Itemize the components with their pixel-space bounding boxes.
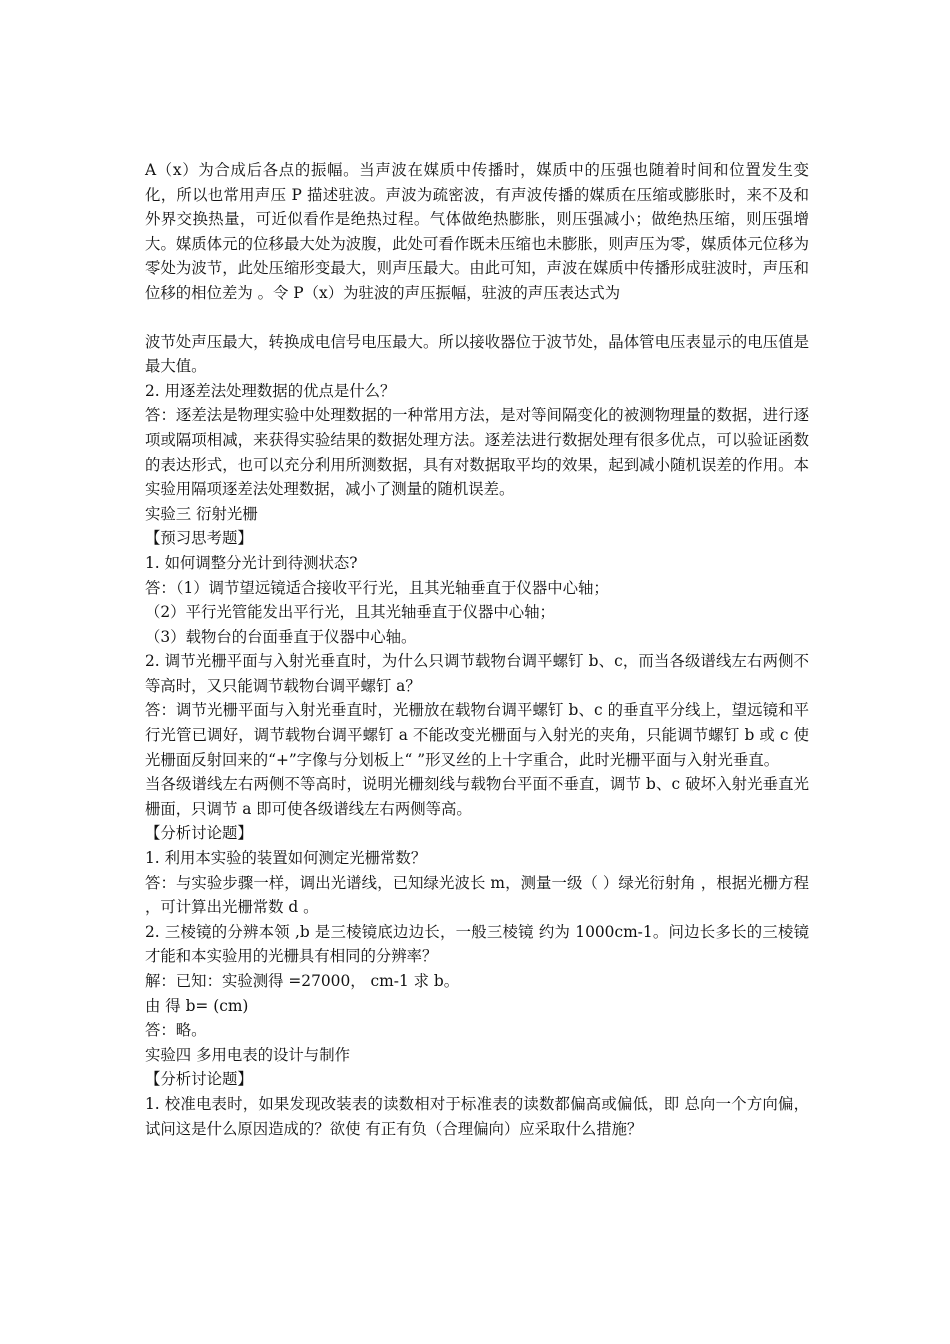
answer-successive-difference: 答：逐差法是物理实验中处理数据的一种常用方法，是对等间隔变化的被测物理量的数据，进行逐项或隔项相减，来获得实验结果的数据处理方法。逐差法进行数据处理有很多优点，可以验证函数的表达形式，也可以充分利用所测数据，具有对数据取平均的效果，起到减小随机误差的作用。本实验用隔项逐差法处理数据，减小了测量的随机误差。 [145, 406, 809, 499]
formula-gap [145, 306, 809, 330]
question-grating-screws: 2. 调节光栅平面与入射光垂直时，为什么只调节载物台调平螺钉 b、c，而当各级谱线左右两侧不等高时，又只能调节载物台调平螺钉 a？ [145, 652, 809, 695]
answer-omitted: 答：略。 [145, 1021, 207, 1040]
document-page [145, 158, 809, 1141]
question-successive-difference: 2. 用逐差法处理数据的优点是什么？ [145, 381, 396, 400]
answer-grating-screws-continued: 当各级谱线左右两侧不等高时，说明光栅刻线与载物台平面不垂直，调节 b、c 破坏入射光垂直光栅面，只调节 a 即可使各级谱线左右两侧等高。 [145, 775, 809, 818]
section-heading-experiment-4: 实验四 多用电表的设计与制作 [145, 1045, 350, 1064]
question-prism-resolution: 2. 三棱镜的分辨本领 ,b 是三棱镜底边边长，一般三棱镜 约为 1000cm-1。问边长多长的三棱镜才能和本实验用的光栅具有相同的分辨率？ [145, 922, 809, 966]
subheading-analysis-questions-4: 【分析讨论题】 [145, 1070, 253, 1089]
paragraph-acoustic-pressure: A（x）为合成后各点的振幅。当声波在媒质中传播时，媒质中的压强也随着时间和位置发生变化，所以也常用声压 P 描述驻波。声波为疏密波，有声波传播的媒质在压缩或膨胀时，来不及和外界交换热量，可近似看作是绝热过程。气体做绝热膨胀，则压强减小；做绝热压缩，则压强增大。媒质体元的位移最大处为波腹，此处可看作既未压缩也未膨胀，则声压为零，媒质体元位移为零处为波节，此处压缩形变最大，则声压最大。由此可知，声波在媒质中传播形成驻波时，声压和位移的相位差为 。令 P（x）为驻波的声压振幅，驻波的声压表达式为 [145, 161, 809, 302]
solution-prism-derive: 由 得 b= (cm) [145, 996, 249, 1015]
answer-spectrometer-1: 答：（1）调节望远镜适合接收平行光，且其光轴垂直于仪器中心轴； [145, 578, 609, 597]
answer-spectrometer-3: （3）载物台的台面垂直于仪器中心轴。 [145, 627, 417, 646]
question-meter-calibration: 1. 校准电表时，如果发现改装表的读数相对于标准表的读数都偏高或偏低，即 总向一个方向偏，试问这是什么原因造成的？欲使 有正有负（合理偏向）应采取什么措施？ [145, 1094, 809, 1138]
answer-grating-screws: 答：调节光栅平面与入射光垂直时，光栅放在载物台调平螺钉 b、c 的垂直平分线上，望远镜和平行光管已调好，调节载物台调平螺钉 a 不能改变光栅面与入射光的夹角，只能调节螺钉 b 或 c 使光栅面反射回来的“+”字像与分划板上“ ”形叉丝的上十字重合，此时光栅平面与入射光垂直。 [145, 701, 809, 769]
question-grating-constant: 1. 利用本实验的装置如何测定光栅常数？ [145, 849, 427, 868]
answer-grating-constant: 答：与实验步骤一样，调出光谱线，已知绿光波长 m，测量一级（ ）绿光衍射角 ，根据光栅方程 ，可计算出光栅常数 d 。 [145, 873, 809, 917]
solution-prism-given: 解：已知：实验测得 =27000， cm-1 求 b。 [145, 972, 460, 990]
subheading-analysis-questions: 【分析讨论题】 [145, 824, 253, 843]
paragraph-node-pressure: 波节处声压最大，转换成电信号电压最大。所以接收器位于波节处，晶体管电压表显示的电压值是最大值。 [145, 332, 809, 376]
section-heading-experiment-3: 实验三 衍射光栅 [145, 504, 258, 523]
answer-spectrometer-2: （2）平行光管能发出平行光，且其光轴垂直于仪器中心轴； [145, 603, 555, 622]
question-spectrometer: 1. 如何调整分光计到待测状态? [145, 553, 358, 572]
subheading-preview-questions: 【预习思考题】 [145, 529, 253, 548]
